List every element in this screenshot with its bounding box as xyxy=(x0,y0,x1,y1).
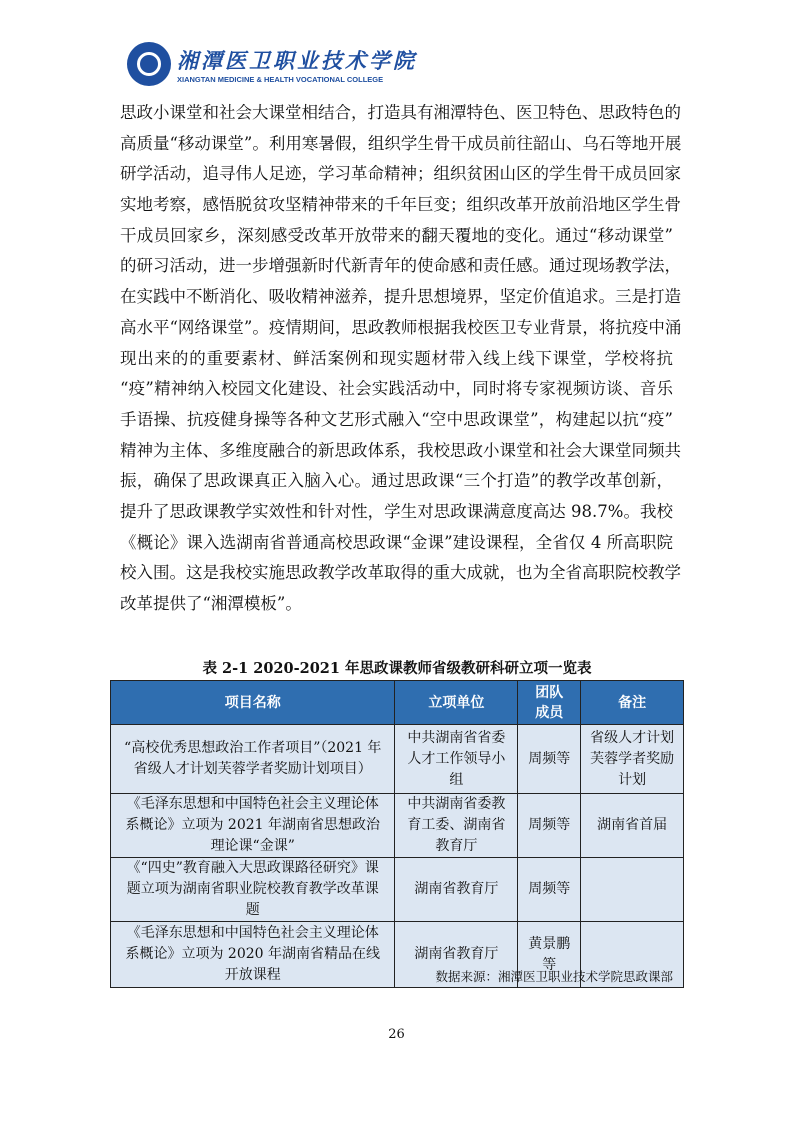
logo-english-name: XIANGTAN MEDICINE & HEALTH VOCATIONAL COLLEGE xyxy=(177,74,384,84)
table-row xyxy=(111,858,684,922)
body-line: 《概论》课入选湖南省普通高校思政课“金课”建设课程，全省仅 4 所高职院 xyxy=(120,532,673,552)
body-line: 在实践中不断消化、吸收精神滋养，提升思想境界，坚定价值追求。三是打造 xyxy=(120,287,681,307)
header-team: 团队成员 xyxy=(518,681,581,725)
body-line: 研学活动，追寻伟人足迹，学习革命精神；组织贫困山区的学生骨干成员回家 xyxy=(120,164,681,184)
cell-project-name: 《“四史”教育融入大思政课路径研究》课题立项为湖南省职业院校教育教学改革课题 xyxy=(111,858,395,922)
body-line: 的研习活动，进一步增强新时代新青年的使命感和责任感。通过现场教学法， xyxy=(120,256,681,276)
cell-notes: 省级人才计划芙蓉学者奖励计划 xyxy=(581,725,684,794)
body-line: 振，确保了思政课真正入脑入心。通过思政课“三个打造”的教学改革创新， xyxy=(120,471,673,491)
header-notes: 备注 xyxy=(581,681,684,725)
college-seal-icon xyxy=(127,42,171,86)
body-line: “疫”精神纳入校园文化建设、社会实践活动中，同时将专家视频访谈、音乐 xyxy=(120,379,673,399)
body-line: 提升了思政课教学实效性和针对性，学生对思政课满意度高达 98.7%。我校 xyxy=(120,501,673,521)
table-caption: 表 2-1 2020-2021 年思政课教师省级教研科研立项一览表 xyxy=(202,660,592,677)
body-line: 高水平“网络课堂”。疫情期间，思政教师根据我校医卫专业背景，将抗疫中涌 xyxy=(120,317,682,337)
cell-unit: 中共湖南省省委人才工作领导小组 xyxy=(395,725,518,794)
body-text xyxy=(120,101,682,623)
cell-project-name: “高校优秀思想政治工作者项目”（2021 年省级人才计划芙蓉学者奖励计划项目） xyxy=(111,725,395,794)
cell-notes xyxy=(581,858,684,922)
cell-project-name: 《毛泽东思想和中国特色社会主义理论体系概论》立项为 2021 年湖南省思想政治理论课“金课” xyxy=(111,794,395,858)
cell-notes: 湖南省首届 xyxy=(581,794,684,858)
logo-chinese-name: 湘潭医卫职业技术学院 xyxy=(177,48,417,73)
cell-project-name: 《毛泽东思想和中国特色社会主义理论体系概论》立项为 2020 年湖南省精品在线开放课程 xyxy=(111,922,395,988)
cell-team: 黄景鹏等 xyxy=(518,922,581,988)
body-line: 精神为主体、多维度融合的新思政体系，我校思政小课堂和社会大课堂同频共 xyxy=(120,440,681,460)
body-line: 手语操、抗疫健身操等各种文艺形式融入“空中思政课堂”，构建起以抗“疫” xyxy=(120,409,673,429)
body-line: 实地考察，感悟脱贫攻坚精神带来的千年巨变；组织改革开放前沿地区学生骨 xyxy=(120,195,681,215)
cell-team: 周频等 xyxy=(518,858,581,922)
table-row xyxy=(111,794,684,858)
cell-team: 周频等 xyxy=(518,794,581,858)
cell-team: 周频等 xyxy=(518,725,581,794)
header-project-name: 项目名称 xyxy=(111,681,395,725)
college-logo xyxy=(127,42,417,86)
body-line: 校入围。这是我校实施思政教学改革取得的重大成就，也为全省高职院校教学 xyxy=(120,563,681,583)
cell-unit: 湖南省教育厅 xyxy=(395,922,518,988)
cell-unit: 中共湖南省委教育工委、湖南省教育厅 xyxy=(395,794,518,858)
body-line: 干成员回家乡，深刻感受改革开放带来的翻天覆地的变化。通过“移动课堂” xyxy=(120,225,673,245)
projects-table xyxy=(110,680,684,988)
header-unit: 立项单位 xyxy=(395,681,518,725)
table-row xyxy=(111,725,684,794)
body-line: 改革提供了“湘潭模板”。 xyxy=(120,594,302,613)
cell-unit: 湖南省教育厅 xyxy=(395,858,518,922)
body-line: 现出来的的重要素材、鲜活案例和现实题材带入线上线下课堂，学校将抗 xyxy=(120,348,673,368)
body-line: 思政小课堂和社会大课堂相结合，打造具有湘潭特色、医卫特色、思政特色的 xyxy=(120,103,681,122)
body-line: 高质量“移动课堂”。利用寒暑假，组织学生骨干成员前往韶山、乌石等地开展 xyxy=(120,133,682,153)
data-source: 数据来源：湘潭医卫职业技术学院思政课部 xyxy=(435,969,673,984)
page-number: 26 xyxy=(388,1027,405,1042)
